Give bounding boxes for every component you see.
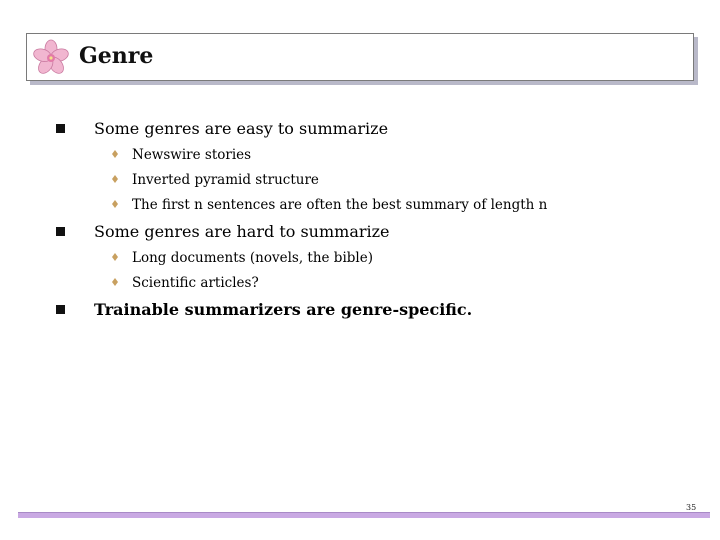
bullet-text: Some genres are hard to summarize: [94, 222, 390, 241]
sub-bullet-text: Long documents (novels, the bible): [132, 250, 373, 266]
sub-bullet-text: Scientific articles?: [132, 275, 259, 291]
sub-bullet-text: Inverted pyramid structure: [132, 172, 319, 188]
sub-bullet-text: Newswire stories: [132, 147, 252, 163]
diamond-bullet-icon: [112, 200, 118, 208]
diamond-bullet-icon: [112, 253, 118, 261]
square-bullet-icon: [56, 227, 65, 236]
slide-title: Genre: [79, 43, 154, 69]
title-box: [26, 33, 694, 81]
square-bullet-icon: [56, 124, 65, 133]
bullet-text: Trainable summarizers are genre-specific.: [94, 300, 473, 319]
page-number: 35: [686, 503, 697, 512]
square-bullet-icon: [56, 305, 65, 314]
diamond-bullet-icon: [112, 175, 118, 183]
footer-bar: [18, 512, 710, 518]
bullet-text: Some genres are easy to summarize: [94, 119, 389, 138]
diamond-bullet-icon: [112, 278, 118, 286]
diamond-bullet-icon: [112, 150, 118, 158]
sub-bullet-text: The first n sentences are often the best summary of length n: [132, 197, 548, 213]
cherry-blossom-icon: [31, 37, 73, 77]
